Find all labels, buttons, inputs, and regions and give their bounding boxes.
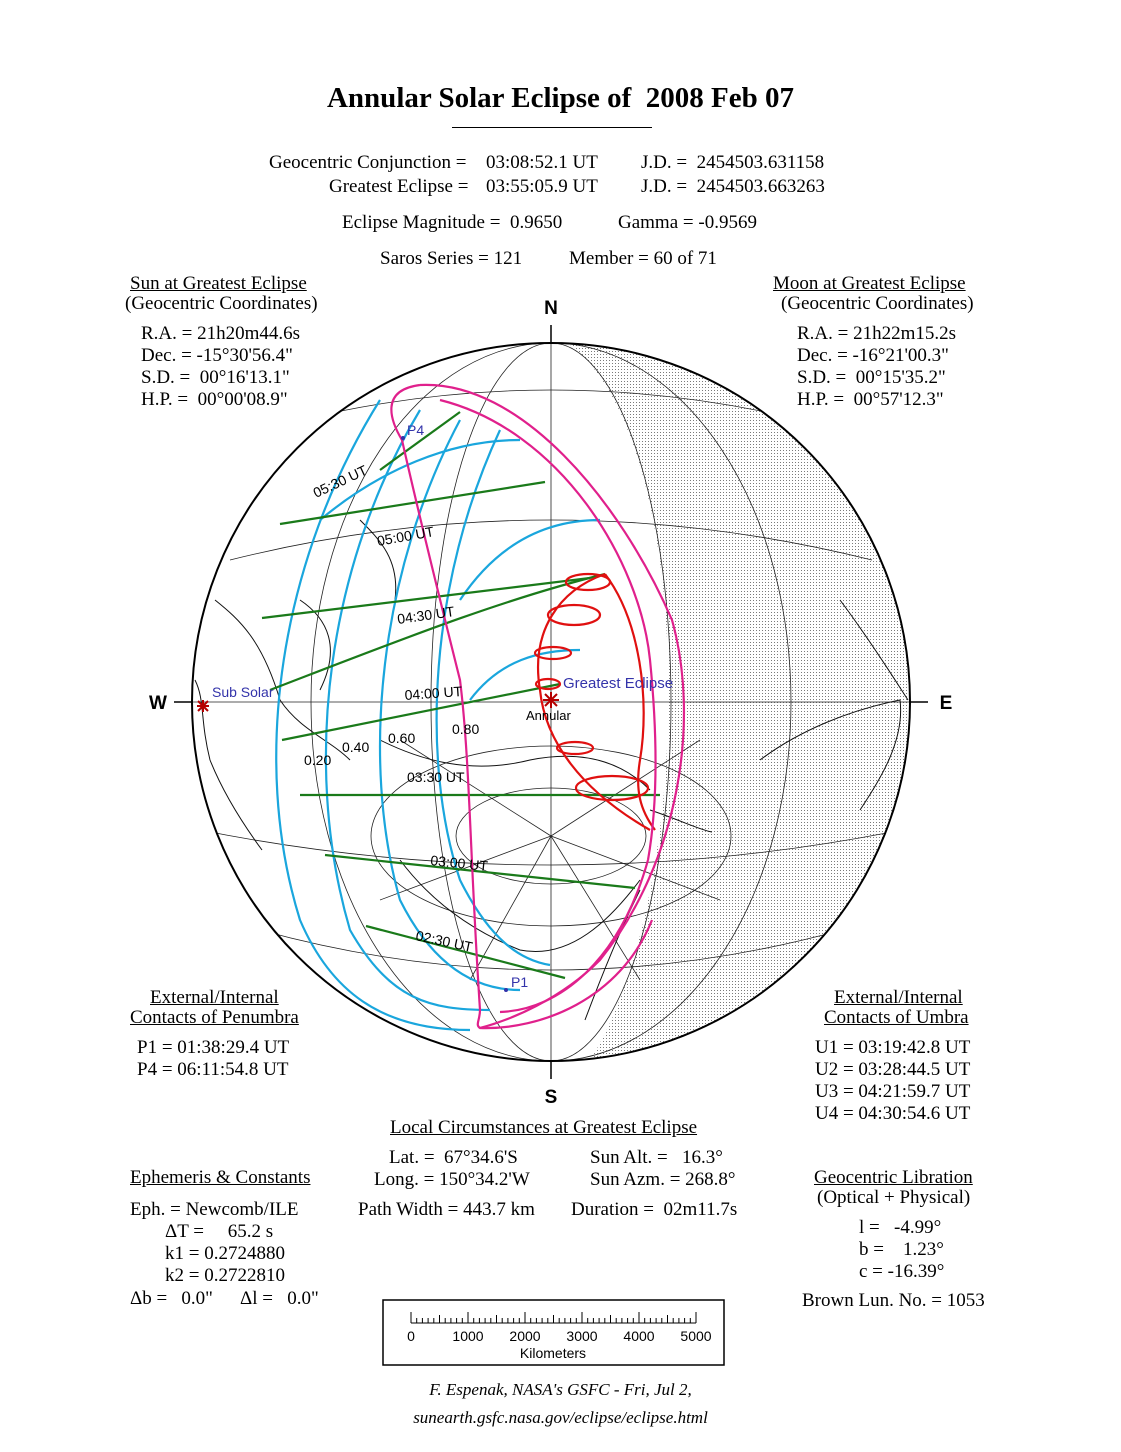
gamma: Gamma = -0.9569 bbox=[618, 212, 757, 233]
ephemeris-eph: Eph. = Newcomb/ILE bbox=[130, 1199, 299, 1220]
moon-ra: R.A. = 21h22m15.2s bbox=[797, 323, 957, 344]
magnitude-label-060: 0.60 bbox=[388, 730, 416, 746]
libration-l: l = -4.99° bbox=[859, 1217, 942, 1238]
libration-subheading: (Optical + Physical) bbox=[817, 1187, 971, 1208]
sun-dec: Dec. = -15°30'56.4" bbox=[141, 345, 293, 366]
local-long: Long. = 150°34.2'W bbox=[374, 1169, 530, 1190]
sub-solar-marker bbox=[197, 700, 209, 712]
sun-sd: S.D. = 00°16'13.1" bbox=[141, 367, 290, 388]
umbra-u3: U3 = 04:21:59.7 UT bbox=[815, 1081, 971, 1102]
ephemeris-k1: k1 = 0.2724880 bbox=[165, 1243, 285, 1264]
scale-label-1000: 1000 bbox=[452, 1328, 484, 1344]
brown-lunation: Brown Lun. No. = 1053 bbox=[802, 1290, 985, 1311]
sun-hp: H.P. = 00°00'08.9" bbox=[141, 389, 288, 410]
scale-label-4000: 4000 bbox=[623, 1328, 655, 1344]
ephemeris-k2: k2 = 0.2722810 bbox=[165, 1265, 285, 1286]
local-path-width: Path Width = 443.7 km bbox=[358, 1199, 535, 1220]
greatest-eclipse-label: Greatest Eclipse bbox=[563, 675, 674, 692]
page-title: Annular Solar Eclipse of 2008 Feb 07 bbox=[326, 82, 794, 114]
scale-unit: Kilometers bbox=[519, 1345, 587, 1361]
scale-label-2000: 2000 bbox=[509, 1328, 541, 1344]
local-heading: Local Circumstances at Greatest Eclipse bbox=[390, 1117, 698, 1138]
sun-subheading: (Geocentric Coordinates) bbox=[125, 293, 318, 314]
umbra-u2: U2 = 03:28:44.5 UT bbox=[815, 1059, 971, 1080]
libration-b: b = 1.23° bbox=[859, 1239, 944, 1260]
compass-west: W bbox=[149, 693, 167, 714]
time-label-0530: 05:30 UT bbox=[310, 461, 370, 501]
greatest-eclipse-label: Greatest Eclipse = bbox=[329, 176, 474, 197]
magnitude-label-080: 0.80 bbox=[452, 721, 480, 737]
sun-ra: R.A. = 21h20m44.6s bbox=[141, 323, 301, 344]
time-label-0330: 03:30 UT bbox=[407, 769, 465, 785]
credit-line: F. Espenak, NASA's GSFC - Fri, Jul 2, bbox=[429, 1380, 692, 1399]
moon-heading: Moon at Greatest Eclipse bbox=[773, 273, 966, 294]
scale-label-3000: 3000 bbox=[566, 1328, 598, 1344]
time-label-0300: 03:00 UT bbox=[429, 852, 489, 875]
greatest-eclipse-marker bbox=[543, 692, 559, 708]
libration-heading: Geocentric Libration bbox=[814, 1167, 973, 1188]
penumbra-heading-2: Contacts of Penumbra bbox=[130, 1007, 299, 1028]
time-label-0430: 04:30 UT bbox=[396, 603, 456, 627]
libration-c: c = -16.39° bbox=[859, 1261, 945, 1282]
umbra-heading-1: External/Internal bbox=[834, 987, 963, 1008]
sun-heading: Sun at Greatest Eclipse bbox=[130, 273, 307, 294]
p4-label: P4 bbox=[407, 422, 425, 438]
sub-solar-label: Sub Solar bbox=[212, 684, 274, 700]
source-url: sunearth.gsfc.nasa.gov/eclipse/eclipse.html bbox=[413, 1408, 708, 1427]
conjunction-label: Geocentric Conjunction = bbox=[269, 152, 472, 173]
conjunction-time: 03:08:52.1 UT bbox=[486, 152, 598, 173]
time-label-0230: 02:30 UT bbox=[414, 927, 475, 955]
umbra-u4: U4 = 04:30:54.6 UT bbox=[815, 1103, 971, 1124]
ephemeris-delta-t: ΔT = 65.2 s bbox=[165, 1221, 274, 1242]
penumbra-p4: P4 = 06:11:54.8 UT bbox=[137, 1059, 289, 1080]
p4-marker bbox=[401, 436, 405, 440]
time-label-0400: 04:00 UT bbox=[404, 683, 463, 703]
magnitude-label-040: 0.40 bbox=[342, 739, 370, 755]
magnitude-label-020: 0.20 bbox=[304, 752, 332, 768]
local-sun-azm: Sun Azm. = 268.8° bbox=[590, 1169, 736, 1190]
scale-label-0: 0 bbox=[407, 1328, 415, 1344]
greatest-eclipse-jd: J.D. = 2454503.663263 bbox=[641, 176, 825, 197]
greatest-eclipse-time: 03:55:05.9 UT bbox=[486, 176, 598, 197]
compass-east: E bbox=[939, 693, 953, 714]
p1-marker bbox=[504, 988, 508, 992]
umbra-u1: U1 = 03:19:42.8 UT bbox=[815, 1037, 971, 1058]
eclipse-magnitude: Eclipse Magnitude = 0.9650 bbox=[342, 212, 563, 233]
saros-member: Member = 60 of 71 bbox=[569, 248, 717, 269]
distance-scale-bar bbox=[382, 1299, 726, 1367]
local-sun-alt: Sun Alt. = 16.3° bbox=[590, 1147, 723, 1168]
p1-label: P1 bbox=[511, 974, 529, 990]
scale-label-5000: 5000 bbox=[680, 1328, 712, 1344]
ephemeris-delta-b: Δb = 0.0" bbox=[130, 1288, 213, 1309]
time-label-0500: 05:00 UT bbox=[375, 523, 436, 549]
moon-sd: S.D. = 00°15'35.2" bbox=[797, 367, 946, 388]
moon-dec: Dec. = -16°21'00.3" bbox=[797, 345, 949, 366]
local-duration: Duration = 02m11.7s bbox=[571, 1199, 738, 1220]
local-lat: Lat. = 67°34.6'S bbox=[389, 1147, 518, 1168]
moon-subheading: (Geocentric Coordinates) bbox=[781, 293, 974, 314]
ephemeris-delta-l: Δl = 0.0" bbox=[240, 1288, 319, 1309]
saros-series: Saros Series = 121 bbox=[380, 248, 523, 269]
annular-label: Annular bbox=[526, 708, 571, 723]
ephemeris-heading: Ephemeris & Constants bbox=[130, 1167, 311, 1188]
compass-south: S bbox=[544, 1087, 558, 1108]
umbra-heading-2: Contacts of Umbra bbox=[824, 1007, 969, 1028]
moon-hp: H.P. = 00°57'12.3" bbox=[797, 389, 944, 410]
penumbra-p1: P1 = 01:38:29.4 UT bbox=[137, 1037, 290, 1058]
penumbra-heading-1: External/Internal bbox=[150, 987, 279, 1008]
compass-north: N bbox=[544, 298, 558, 319]
conjunction-jd: J.D. = 2454503.631158 bbox=[641, 152, 825, 173]
